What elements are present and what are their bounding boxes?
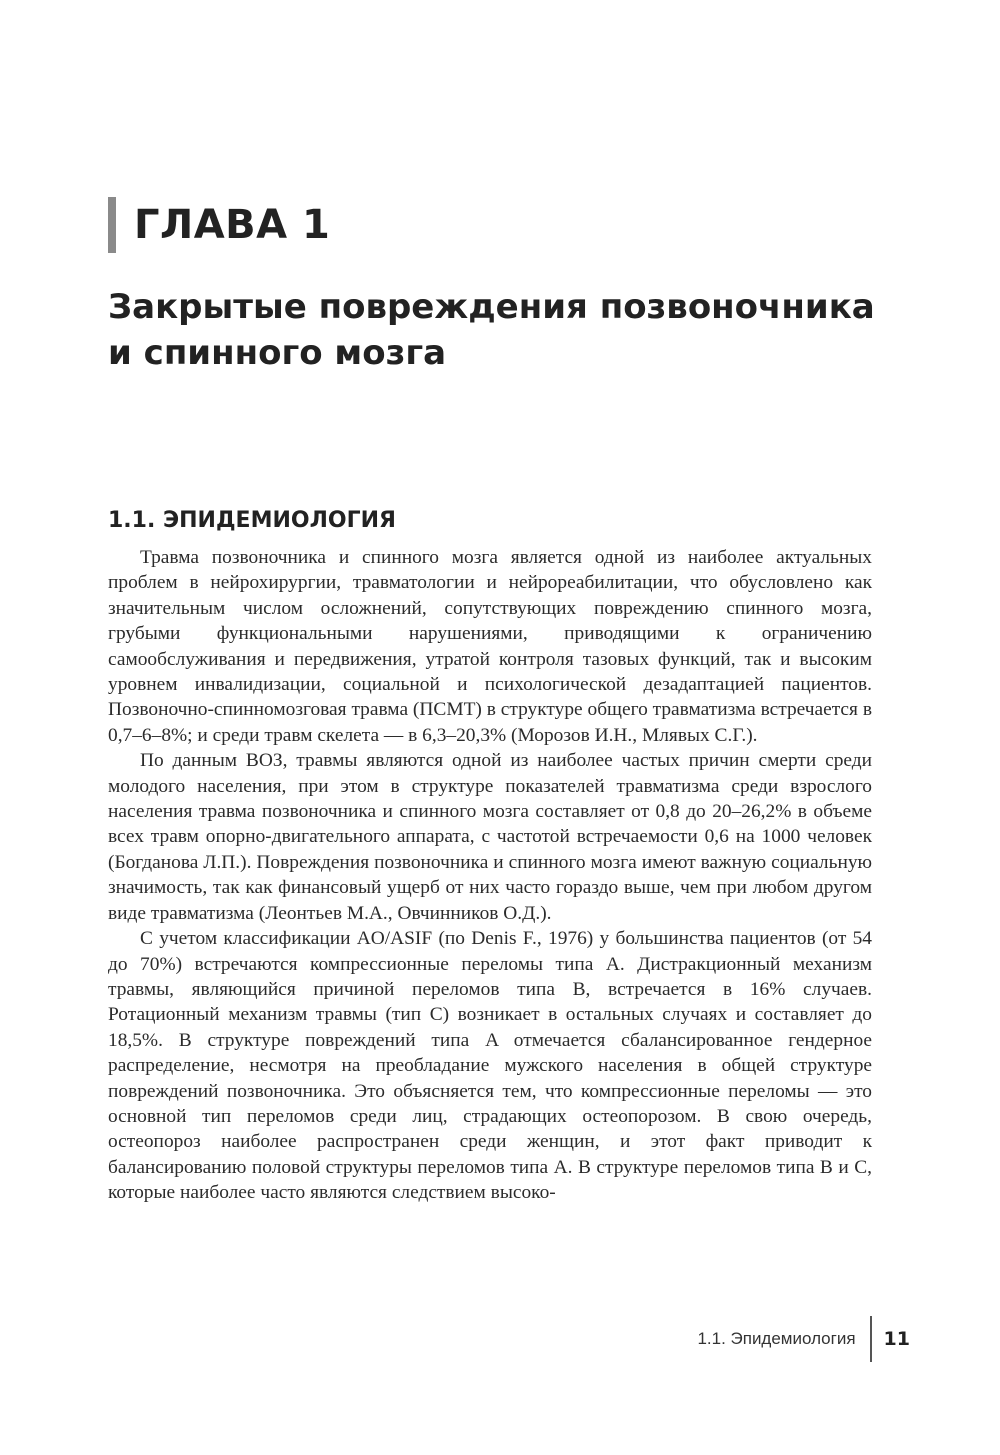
paragraph-3: С учетом классификации AO/ASIF (по Denis F., 1976) у большинства пациентов (от 54 до 70%) встречаются компрессионные переломы типа A. Дистракционный механизм травмы, являющийся причиной переломов типа B, встречается в 16% случаев. Ротационный механизм травмы (тип C) возникает в остальных случаях и составляет до 18,5%. В структуре повреждений типа A отмечается сбалансированное гендерное распределение, несмотря на преобладание мужского населения в общей структуре повреждений позвоночника. Это объясняется тем, что компрессионные переломы — это основной тип переломов среди лиц, страдающих остеопорозом. В свою очередь, остеопороз наиболее распространен среди женщин, и этот факт приводит к балансированию половой структуры переломов типа A. В структуре переломов типа B и C, которые наиболее часто являются следствием высоко- xyxy=(108,928,872,1204)
paragraph-1: Травма позвоночника и спинного мозга является одной из наиболее актуальных проблем в нейрохирургии, травматологии и нейрореабилитации, что обусловлено как значительным числом осложнений, сопутствующих повреждению спинного мозга, грубыми функциональными нарушениями, приводящими к ограничению самообслуживания и передвижения, утратой контроля тазовых функций, так и высоким уровнем инвалидизации, социальной и психологической дезадаптацией пациентов. Позвоночно-спинномозговая травма (ПСМТ) в структуре общего травматизма встречается в 0,7–6–8%; и среди травм скелета — в 6,3–20,3% (Морозов И.Н., Млявых С.Г.). xyxy=(108,547,872,746)
chapter-label: ГЛАВА 1 xyxy=(134,202,331,248)
section-heading: 1.1. ЭПИДЕМИОЛОГИЯ xyxy=(108,508,396,533)
chapter-title-line-2: и спинного мозга xyxy=(108,333,447,373)
body-text xyxy=(108,545,872,1206)
running-title: 1.1. Эпидемиология xyxy=(697,1329,856,1348)
chapter-marker-bar xyxy=(108,197,116,253)
footer-divider xyxy=(870,1316,872,1362)
chapter-title xyxy=(108,284,948,376)
chapter-heading xyxy=(108,196,330,254)
chapter-title-line-1: Закрытые повреждения позвоночника xyxy=(108,287,875,327)
page-number: 11 xyxy=(883,1328,910,1350)
paragraph-2: По данным ВОЗ, травмы являются одной из наиболее частых причин смерти среди молодого населения, при этом в структуре показателей травматизма среди взрослого населения травма позвоночника и спинного мозга составляет от 0,8 до 20–26,2% в объеме всех травм опорно-двигательного аппарата, с частотой встречаемости 0,6 на 1000 человек (Богданова Л.П.). Повреждения позвоночника и спинного мозга имеют важную социальную значимость, так как финансовый ущерб от них часто гораздо выше, чем при любом другом виде травматизма (Леонтьев М.А., Овчинников О.Д.). xyxy=(108,750,872,924)
page-footer xyxy=(600,1316,910,1362)
